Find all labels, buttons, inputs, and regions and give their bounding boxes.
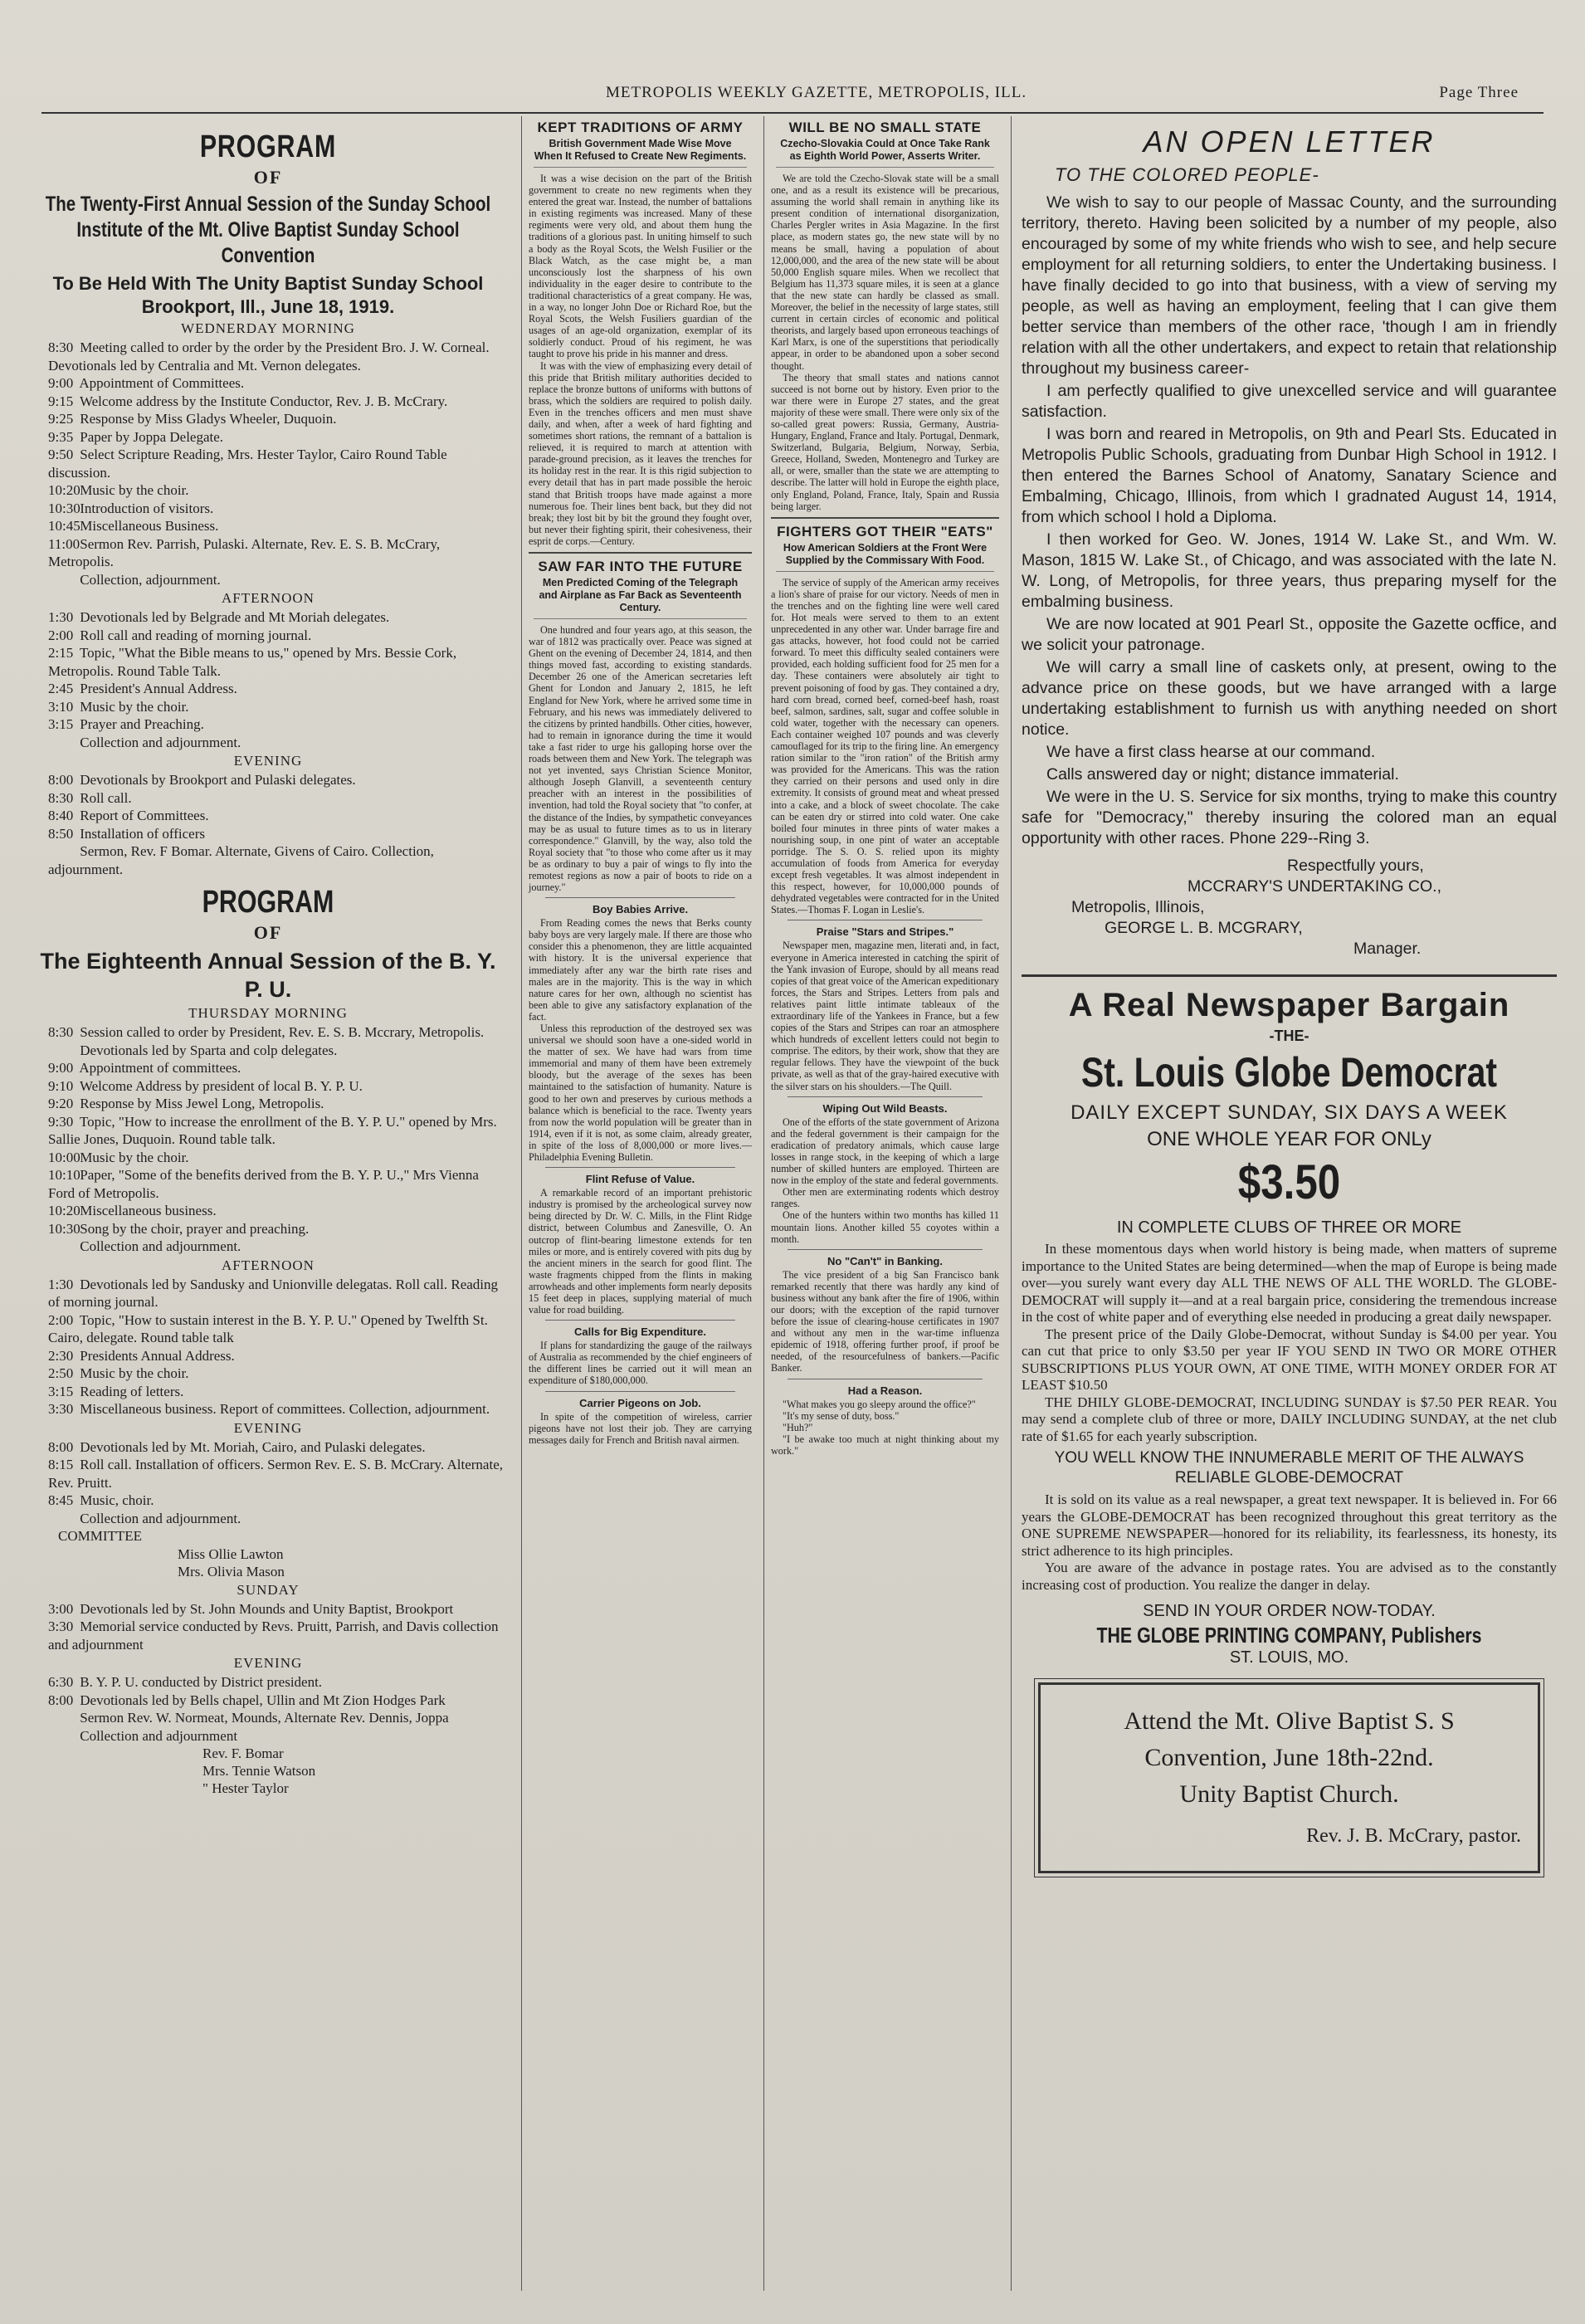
program-item-text: Select Scripture Reading, Mrs. Hester Taylor, Cairo Round Table discussion. — [48, 447, 447, 481]
program-item — [28, 1149, 508, 1167]
program-item-text: President's Annual Address. — [80, 681, 237, 696]
program2-subtitle: The Eighteenth Annual Session of the B. Y. P. U. — [40, 949, 496, 1002]
program-item-text: Sermon Rev. W. Normeat, Mounds, Alternate Rev. Dennis, Joppa — [80, 1710, 449, 1726]
program-item-text: Devotionals led by Mt. Moriah, Cairo, and Pulaski delegates. — [80, 1438, 426, 1455]
program-item-time: 1:30 — [48, 1276, 74, 1292]
program-item-text: Response by Miss Gladys Wheeler, Duquoin. — [80, 411, 337, 427]
article-state-headline: WILL BE NO SMALL STATE — [788, 120, 982, 135]
news-column-3 — [763, 116, 1006, 2291]
program-item-text: Session called to order by President, Rev. E. S. B. Mccrary, Metropolis. — [80, 1024, 485, 1040]
bargain-body — [1022, 1241, 1557, 1445]
program-item — [28, 644, 508, 680]
program-item-text: Music by the choir. — [80, 698, 189, 715]
program-item — [28, 1347, 508, 1365]
program-item-text: Collection and adjournment. — [80, 734, 241, 750]
program-item — [28, 481, 508, 500]
bargain-price: $3.50 — [1237, 1155, 1341, 1209]
program-item — [28, 1456, 508, 1492]
program-item-time: 8:15 — [48, 1457, 74, 1472]
article-paragraph: The present price of the Daily Globe-Democrat, without Sunday is $4.00 per year. You can cut that price to only $3.50 per year IF YOU SEND IN TWO OR MORE OTHER SUBSCRIPTIONS PLUS YOUR OWN, AT ONE TIME, WITH MONEY ORDER FOR AT LEAST $10.50 — [1022, 1326, 1557, 1393]
program2-sunday-heading: SUNDAY — [237, 1581, 300, 1598]
program-item-time: 3:30 — [48, 1618, 74, 1634]
program-item-time: 2:30 — [48, 1347, 74, 1364]
article-beasts-headline: Wiping Out Wild Beasts. — [822, 1101, 948, 1115]
program-item-time: 8:00 — [48, 772, 74, 788]
program-item-time: 3:15 — [48, 716, 74, 732]
bargain-merit: YOU WELL KNOW THE INNUMERABLE MERIT OF THE ALWAYS RELIABLE GLOBE-DEMOCRAT — [1054, 1449, 1524, 1487]
article-future-deck: Men Predicted Coming of the Telegraph and Airplane as Far Back as Seventeenth Century. — [534, 577, 747, 619]
program-item-text: Topic, "How to increase the enrollment of the B. Y. P. U." opened by Mrs. Sallie Jones, Duquoin. Round table talk. — [48, 1113, 497, 1147]
article-pigeons-body — [529, 1411, 752, 1446]
article-banking-body — [771, 1269, 999, 1374]
program1-subtitle: The Twenty-First Annual Session of the Sunday School Institute of the Mt. Olive Baptist Sunday School Convention — [45, 193, 491, 267]
program-item — [28, 410, 508, 428]
article-paragraph: We are now located at 901 Pearl St., opposite the Gazette ocffice, and we solicit your patronage. — [1022, 615, 1557, 654]
bargain-headline: A Real Newspaper Bargain — [1068, 987, 1510, 1023]
short-rule — [788, 1096, 983, 1097]
program2-evening2-heading: EVENING — [233, 1655, 303, 1671]
article-paragraph: We are told the Czecho-Slovak state will be a small one, and as a result its existence will be precarious, assuming the world shall remain in anything like its present condition of international disorganization, Charles Pergler writes in Asia Magazine. In the first place, as modern states go, the new state will by no means be small, having a population of about 12,000,000, and the area of the new state will be about 50,000 English square miles. When we recollect that Belgium has 11,373 square miles, it is seen at a glance that the new state can hardly be classed as small. Moreover, the belief in the necessity of large states, still current in certain circles of economic and political theorists, and largely based upon erroneous teachings of Karl Marx, is one of the superstitions that periodically appear, in order to be abandoned upon a sober second thought. — [771, 173, 999, 372]
program-item — [28, 1600, 508, 1618]
short-rule — [545, 1391, 735, 1392]
program-item-time: 8:00 — [48, 1692, 74, 1708]
masthead-title: METROPOLIS WEEKLY GAZETTE, METROPOLIS, ILL. — [606, 84, 1027, 101]
convention-notice-box — [1038, 1682, 1540, 1873]
program1-morning-list — [28, 339, 508, 588]
program-item-text: Welcome Address by president of local B. Y. P. U. — [79, 1077, 363, 1094]
program-item-text: Miscellaneous business. Report of committees. Collection, adjournment. — [80, 1401, 490, 1417]
article-paragraph: "What makes you go sleepy around the office?" — [783, 1398, 976, 1410]
program1-title: PROGRAM — [199, 129, 337, 164]
program-item — [28, 446, 508, 481]
program-item — [28, 1095, 508, 1113]
program-item-text: Devotionals by Brookport and Pulaski delegates. — [80, 772, 356, 788]
program-item — [28, 535, 508, 571]
signer-1: Rev. F. Bomar — [202, 1745, 284, 1761]
program-item-text: B. Y. P. U. conducted by District president. — [80, 1674, 323, 1690]
program-item — [28, 734, 508, 752]
program-item-text: Reading of letters. — [80, 1383, 184, 1399]
program-item — [28, 517, 508, 535]
program-item-time: 6:30 — [48, 1674, 74, 1690]
article-eats-deck: How American Soldiers at the Front Were Supplied by the Commissary With Food. — [776, 542, 994, 572]
program1-evening-list — [28, 771, 508, 878]
globe-democrat-ad — [1022, 974, 1557, 1667]
program2-afternoon-heading: AFTERNOON — [222, 1257, 315, 1273]
article-paragraph: We wish to say to our people of Massac County, and the surrounding territory, thereto. Having been solicited by a number of my people, also encouraged by some of my white friends who wish to see, and help secure employment for all returning soldiers, to enter the Undertaking business. I have finally decided to go into that business, with a view of serving my people, as well as having an employment, feeling that I can give them better service than members of the other race, 'though I am in friendly relation with all the other undertakers, and expect to retain that relationship throughout my business career- — [1022, 193, 1557, 378]
article-paragraph: I then worked for Geo. W. Jones, 1914 W. Lake St., and Wm. W. Mason, 1815 W. Lake St., of Chicago, and was associated with the late N. W. Long, of Metropolis, for three years, thus preparing myself for the embalming business. — [1022, 530, 1557, 611]
article-paragraph: The vice president of a big San Francisco bank remarked recently that there was hardly any kind of business without any bank after the fire of 1906, within our doors; with the exception of the rapid turnover before the issue of clearing-house certificates in 1907 and without any men in the war-time influenza epidemic of 1918, offering further proof, if proof be needed, of the resourcefulness of bankers.—Pacific Banker. — [771, 1268, 999, 1374]
article-paragraph: Unless this reproduction of the destroyed sex was universal we should soon have a one-sided world in the matter of sex. We have had wars from time immemorial and many of them have been extremely bloody, but the average of the sexes has been maintained to the satisfaction of humanity. Nature is good to her own and preserves by curious methods a balance which is beneficial to the race. Twenty years from now the world population will be greater than in 1914, even if it is not, as some claim, already greater, in spite of the loss of 8,000,000 or more lives.—Philadelphia Evening Bulletin. — [529, 1023, 752, 1164]
program-item-time: 9:35 — [48, 428, 74, 445]
article-stripes-body — [771, 940, 999, 1091]
program1-of: OF — [253, 167, 283, 188]
advertisement-column — [1011, 116, 1567, 2291]
article-paragraph: One of the efforts of the state government of Arizona and the federal government is their campaign for the eradication of predatory animals, which cause large losses in range stock, in the keeping of which a large number of skilled hunters are employed. Thirteen are now in the employ of the state and federal governments. — [771, 1116, 999, 1187]
program-item-time: 1:30 — [48, 609, 74, 625]
program2-sunday-list — [28, 1600, 508, 1654]
program-item-text: Song by the choir, prayer and preaching. — [80, 1220, 310, 1237]
program-item-time: 9:25 — [48, 411, 74, 427]
article-paragraph: I am perfectly qualified to give unexcelled service and will guarantee satisfaction. — [1022, 382, 1557, 421]
article-paragraph: Newspaper men, magazine men, literati and, in fact, everyone in America interested in catching the spirit of the Yank invasion of Europe, should by all means read copies of that great voice of the American expeditionary forces, the Stars and Stripes. Letters from pals and relatives paint little intimate tableaux of the extraordinary life of the Yankees in France, but a few copies of the Stars and Stripes can roar an atmosphere which hundreds of excellent letters could not begin to comprise. The editors, by their work, show that they are regular fellows. They have the viewpoint of the buck private, as well as that of the gray-haired executive with the silver stars on his shoulders.—The Quill. — [771, 940, 999, 1092]
program-item-text: Introduction of visitors. — [80, 500, 214, 516]
program1-held: To Be Held With The Unity Baptist Sunday School Brookport, Ill., June 18, 1919. — [52, 273, 484, 317]
program-item-text: Devotionals led by Belgrade and Mt Moriah delegates. — [80, 609, 390, 625]
article-stripes-headline: Praise "Stars and Stripes." — [816, 925, 954, 939]
program-item-time: 8:30 — [48, 789, 74, 806]
program-item-time: 2:00 — [48, 1311, 74, 1328]
open-letter-salutation: TO THE COLORED PEOPLE- — [1055, 164, 1319, 185]
program-item-time: 8:00 — [48, 1438, 74, 1455]
program2-morning-heading: THURSDAY MORNING — [188, 1005, 348, 1021]
letter-sign-2: MCCRARY'S UNDERTAKING CO., — [1188, 877, 1442, 896]
program-item — [28, 1311, 508, 1347]
program2-afternoon-list — [28, 1276, 508, 1418]
article-flint-body — [529, 1187, 752, 1316]
committee-heading: COMMITTEE — [58, 1528, 143, 1544]
program-item-text: Music by the choir. — [80, 1365, 189, 1381]
program-item — [28, 1383, 508, 1401]
program-item — [28, 1023, 508, 1042]
program-item — [28, 393, 508, 411]
program-item-time: 10:45 — [48, 518, 80, 534]
program-item — [28, 1618, 508, 1653]
article-banking-headline: No "Can't" in Banking. — [827, 1254, 943, 1267]
program-item-time: 9:30 — [48, 1113, 74, 1130]
bargain-year: ONE WHOLE YEAR FOR ONLy — [1147, 1128, 1431, 1150]
letter-sign-5: Manager. — [1353, 940, 1422, 958]
program-item-time: 10:30 — [48, 1220, 80, 1237]
short-rule — [545, 897, 735, 898]
article-reason-body — [771, 1399, 999, 1457]
program-item-text: Roll call. — [80, 789, 132, 806]
masthead — [41, 79, 1544, 114]
program2-evening-list — [28, 1438, 508, 1528]
program-item — [28, 1510, 508, 1528]
program-item — [28, 1727, 508, 1745]
article-pigeons-headline: Carrier Pigeons on Job. — [579, 1396, 701, 1409]
program-item-time: 9:15 — [48, 393, 74, 409]
article-paragraph: "Huh?" — [783, 1421, 813, 1433]
program-item — [28, 1077, 508, 1096]
program-item — [28, 680, 508, 698]
article-future-headline: SAW FAR INTO THE FUTURE — [538, 559, 743, 574]
program-item-time: 2:50 — [48, 1365, 74, 1381]
program-item — [28, 374, 508, 393]
bargain-clubs: IN COMPLETE CLUBS OF THREE OR MORE — [1116, 1218, 1462, 1237]
program-item-time: 8:30 — [48, 1024, 74, 1040]
open-letter-title: AN OPEN LETTER — [1143, 124, 1436, 159]
program-item — [28, 339, 508, 374]
bargain-publisher: THE GLOBE PRINTING COMPANY, Publishers — [1096, 1623, 1482, 1648]
article-paragraph: A remarkable record of an important prehistoric industry is promised by the archeological survey now being directed by Dr. W. C. Mills, in the Flint Ridge district, between Columbus and Zanesville, O. An outcrop of flint-bearing limestone extends for ten miles or more, and is entirely covered with pits dug by the ancient miners in the search for good flint. The waste fragments chipped from the flints in making arrowheads and other implements form nearly deposits 15 feet deep in places, supplying material of much value for road building. — [529, 1187, 752, 1316]
program-item-text: Paper, "Some of the benefits derived from the B. Y. P. U.," Mrs Vienna Ford of Metropolis. — [48, 1167, 479, 1201]
news-column-2 — [521, 116, 758, 2291]
program-item-text: Topic, "How to sustain interest in the B. Y. P. U." Opened by Twelfth St. Cairo, delegate. Round table talk — [48, 1311, 488, 1345]
program-item-time: 9:50 — [48, 447, 74, 462]
article-army-deck: British Government Made Wise Move When It Refused to Create New Regiments. — [534, 138, 747, 168]
notice-line-2: Convention, June 18th-22nd. — [1144, 1744, 1434, 1771]
bargain-body-2 — [1022, 1492, 1557, 1594]
program-item — [28, 1365, 508, 1383]
program-item — [28, 428, 508, 447]
article-paragraph: Other men are exterminating rodents which destroy ranges. — [771, 1186, 999, 1210]
program-item — [28, 1400, 508, 1418]
program-item — [28, 500, 508, 518]
column-rule — [771, 517, 999, 519]
article-paragraph: It was with the view of emphasizing every detail of this pride that British military authorities decided to replace the bronze buttons of uniforms with buttons of brass, which the soldiers are required to polish daily. Even in the trenches officers and men must shave daily, and when, after a week of hard fighting and sometimes short rations, the remnant of a battalion is relieved, it is required to march at attention with parade-ground precision, as it leaves the trenches for its holiday rest in the rear. It is this rigid subjection to every detail that has in part made possible the heroic stand that British troops have made against a more numerous foe. Their lines bent back, but they did not break; they lost bit by bit the ground they fought over, but never their fighting spirit, their cohesiveness, their esprit de corps.—Century. — [529, 359, 752, 547]
letter-sign-4: GEORGE L. B. MCGRARY, — [1105, 919, 1303, 937]
notice-pastor: Rev. J. B. McCrary, pastor. — [1306, 1825, 1521, 1847]
program-item-time: 2:15 — [48, 645, 74, 661]
article-paragraph: We will carry a small line of caskets only, at present, owing to the advance price on these goods, but we have arranged with a large undertaking establishment to furnish us with anything needed on short notice. — [1022, 658, 1557, 739]
article-paragraph: "It's my sense of duty, boss." — [783, 1409, 900, 1422]
program-item-time: 10:20 — [48, 482, 80, 498]
program-item — [28, 1042, 508, 1060]
program-item-text: Collection, adjournment. — [80, 571, 221, 588]
article-paragraph: One of the hunters within two months has killed 11 mountain lions. Another killed 55 coyotes within a month. — [771, 1209, 999, 1245]
program-item — [28, 842, 508, 878]
program-item-text: Meeting called to order by the order by the President Bro. J. W. Corneal. Devotionals led by Centralia and Mt. Vernon delegates. — [48, 339, 490, 374]
program1-afternoon-heading: AFTERNOON — [222, 590, 315, 606]
program1-afternoon-list — [28, 608, 508, 751]
program-item — [28, 771, 508, 789]
notice-line-1: Attend the Mt. Olive Baptist S. S — [1124, 1707, 1455, 1735]
program-item-text: Collection and adjournment. — [80, 1238, 241, 1254]
program2-morning-list — [28, 1023, 508, 1256]
program-item — [28, 1113, 508, 1149]
program-item — [28, 698, 508, 716]
bargain-send: SEND IN YOUR ORDER NOW-TODAY. — [1143, 1602, 1436, 1620]
article-paragraph: You are aware of the advance in postage rates. You are advised as to the constantly increasing cost of production. You realize the danger in delay. — [1022, 1560, 1557, 1593]
program-item — [28, 807, 508, 825]
program-item-text: Sermon Rev. Parrish, Pulaski. Alternate, Rev. E. S. B. McCrary, Metropolis. — [48, 535, 441, 569]
program-item-text: Welcome address by the Institute Conductor, Rev. J. B. McCrary. — [79, 393, 448, 409]
article-paragraph: In spite of the competition of wireless, carrier pigeons have not lost their job. They are carrying messages daily for French and British naval airmen. — [529, 1410, 752, 1446]
program-item-time: 9:00 — [48, 375, 74, 391]
article-paragraph: I was born and reared in Metropolis, on 9th and Pearl Sts. Educated in Metropolis Public Schools, graduating from Dunbar High School in 1912. I then entered the Barnes School of Anatomy, Sanatary Science and Embalming, Chicago, Illinois, from which I gradnated August 14, 1914, from which school I hold a Diploma. — [1022, 425, 1557, 526]
program-item-text: Devotionals led by Sparta and colp delegates. — [80, 1042, 338, 1058]
bargain-the: -THE- — [1269, 1028, 1309, 1044]
program-item-text: Devotionals led by Sandusky and Unionville delegatas. Roll call. Reading of morning journal. — [48, 1276, 499, 1310]
article-state-deck: Czecho-Slovakia Could at Once Take Rank as Eighth World Power, Asserts Writer. — [776, 138, 994, 168]
program-item — [28, 1238, 508, 1256]
program-item — [28, 1692, 508, 1710]
article-future-body — [529, 624, 752, 893]
short-rule — [545, 1320, 735, 1321]
article-expenditure-body — [529, 1340, 752, 1386]
program-item-text: Miscellaneous business. — [80, 1203, 217, 1218]
program-item-time: 11:00 — [48, 535, 80, 552]
program-item-text: Music by the choir. — [80, 1149, 189, 1165]
program-item-text: Installation of officers — [80, 825, 206, 842]
article-paragraph: THE DHILY GLOBE-DEMOCRAT, INCLUDING SUNDAY is $7.50 PER REAR. You may send a complete club of three or more, DAILY INCLUDING SUNDAY, at the net club rate of $1.65 for each yearly subscription. — [1022, 1394, 1557, 1444]
letter-sign-3: Metropolis, Illinois, — [1071, 898, 1205, 916]
program-item — [28, 608, 508, 627]
program-item-time: 3:30 — [48, 1401, 74, 1417]
program-item-text: Appointment of committees. — [79, 1060, 241, 1076]
committee-member-1: Miss Ollie Lawton — [178, 1545, 284, 1562]
program2-of: OF — [253, 922, 283, 943]
article-paragraph: The service of supply of the American army receives a lion's share of praise for our victory. Needs of men in the trenches and on the fighting line were well cared for. Hot meals were served to them to an extent unprecedented in any other war. Under barrage fire and gas attacks, however, hot food could not be carried forward. To meet this difficulty sealed containers were provided, each holding sufficient food for 25 men for a day. These containers were absolutely air tight to prevent poisoning of food by gas. They contained a dry, hard corn bread, corned beef, corned-beef hash, roast beef, salmon, sardines, salt, sugar and coffee soluble in cold water, together with the necessary can openers. Each container weighed 107 pounds and was cleverly camouflaged for its trip to the firing line. An emergency ration similar to the "iron ration" of the British army was provided for the Americans. This was the ration they carried on their persons and used only in dire extremity. It consists of ground meat and wheat pressed into a cake, and a block of sweet chocolate. The cake can be eaten dry or stirred into cold water. One cake boiled four minutes in three pints of water makes a nourishing soup, in one pint of water an acceptable porridge. The S. O. S. relied upon its mighty accumulation of foods from America for everyday except fresh vegetables. It was almost independent in this respect, however, for 10,000,000 pounds of dehydrated vegetables were contracted for in the United States.—Thomas F. Logan in Leslie's. — [771, 576, 999, 916]
bargain-paper-name: St. Louis Globe Democrat — [1080, 1049, 1498, 1096]
program-item-time: 3:00 — [48, 1600, 74, 1617]
committee-member-2: Mrs. Olivia Mason — [178, 1563, 285, 1579]
article-paragraph: One hundred and four years ago, at this season, the war of 1812 was practically over. Peace was signed at Ghent on the evening of December 24, 1814, and then things moved fast, according to existing standards. December 26 one of the American secretaries left Ghent for London and January 2, 1815, he left England for New York, where he arrived some time in February, and his news was immediately delivered to the citizens by printed handbills. Other cities, however, had to remain in ignorance during the time it would take a fast rider to urge his galloping horse over the roads between them and New York. The telegraph was not yet invented, says Christian Science Monitor, although Joseph Glanvill, a seventeenth century preacher with an interest in the possibilities of invention, had told the Royal society that "to confer, at the distance of the Indies, by sympathetic conveyances may be as usual to future times as to us in literary correspondence." Glanvill, by the way, also told the Royal society that "to those who come after us it may be as ordinary to buy a pair of wings to fly into the remotest regions as now a pair of boots to ride on a journey." — [529, 624, 752, 894]
program-item-text: Topic, "What the Bible means to us," opened by Mrs. Bessie Cork, Metropolis. Round Table Talk. — [48, 645, 457, 679]
letter-sign-1: Respectfully yours, — [1287, 857, 1424, 875]
program-item — [28, 1673, 508, 1692]
program-item-text: Collection and adjournment — [80, 1727, 238, 1744]
program-item-text: Collection and adjournment. — [80, 1510, 241, 1526]
notice-line-3: Unity Baptist Church. — [1179, 1780, 1399, 1808]
article-flint-headline: Flint Refuse of Value. — [585, 1173, 695, 1186]
program-item-text: Presidents Annual Address. — [80, 1347, 235, 1364]
program-item-time: 10:20 — [48, 1203, 80, 1218]
program-item — [28, 825, 508, 843]
program-item — [28, 1492, 508, 1510]
open-letter-body — [1022, 193, 1557, 849]
article-reason-headline: Had a Reason. — [847, 1384, 923, 1397]
article-paragraph: We were in the U. S. Service for six months, trying to make this country safe for "Democracy," thereby insuring the colored man an equal opportunity with other races. Phone 229--Ring 3. — [1022, 788, 1557, 847]
program-item-text: Miscellaneous Business. — [80, 518, 219, 534]
program-item — [28, 1220, 508, 1238]
article-army-body — [529, 173, 752, 547]
article-paragraph: It is sold on its value as a real newspaper, a great text newspaper. It is believed in. For 66 years the GLOBE-DEMOCRAT has been recognized throughout this great territory as the ONE SUPREME NEWSPAPER—honored for its reliability, its fearlessness, its honesty, its strict adherence to its high principles. — [1022, 1492, 1557, 1559]
program-item-time: 8:40 — [48, 808, 74, 823]
article-state-body — [771, 173, 999, 512]
program-item-time: 2:45 — [48, 681, 74, 696]
short-rule — [545, 1167, 735, 1168]
column-rule — [529, 552, 752, 554]
program-item-time: 10:30 — [48, 500, 80, 516]
program-item-text: Memorial service conducted by Revs. Pruitt, Parrish, and Davis collection and adjournment — [48, 1618, 499, 1653]
short-rule — [788, 1249, 983, 1250]
program-item-text: Devotionals led by St. John Mounds and Unity Baptist, Brookport — [80, 1600, 454, 1617]
program-item-time: 8:45 — [48, 1492, 74, 1508]
program-item — [28, 1059, 508, 1077]
program2-title: PROGRAM — [202, 885, 334, 920]
program2-evening-heading: EVENING — [233, 1419, 303, 1436]
program2-evening2-list — [28, 1673, 508, 1745]
program-item-text: Paper by Joppa Delegate. — [80, 428, 224, 445]
article-paragraph: Calls answered day or night; distance immaterial. — [1046, 765, 1399, 784]
program-item — [28, 627, 508, 645]
program-item — [28, 715, 508, 734]
article-paragraph: If plans for standardizing the gauge of the railways of Australia as recommended by the chief engineers of the different lines be carried out it will mean an expenditure of $180,000,000. — [529, 1340, 752, 1387]
article-eats-headline: FIGHTERS GOT THEIR "EATS" — [777, 523, 993, 540]
program-item-time: 9:00 — [48, 1060, 74, 1076]
article-paragraph: "I be awake too much at night thinking about my work." — [771, 1433, 999, 1457]
program-item — [28, 1709, 508, 1727]
program-item-time: 2:00 — [48, 627, 74, 643]
article-army-headline: KEPT TRADITIONS OF ARMY — [537, 120, 744, 135]
page-number: Page Three — [1439, 84, 1519, 101]
article-paragraph: The theory that small states and nations cannot succeed is not borne out by history. Even prior to the war there were in Europe 27 states, and the great majority of these were small. There were only six of the so-called great powers: Russia, Germany, Austria-Hungary, England, France and Italy. Portugal, Denmark, Switzerland, Bulgaria, Belgium, Norway, Serbia, Greece, Holland, Sweden, Montenegro and Turkey are all, or were, smaller than the state we are attempting to describe. The latter will hold in Europe the eighth place, only England, Poland, France, Italy, Spain and Russia being larger. — [771, 371, 999, 512]
program-item-text: Report of Committees. — [80, 808, 209, 823]
program-item-text: Devotionals led by Bells chapel, Ullin and Mt Zion Hodges Park — [80, 1692, 446, 1708]
signer-2: Mrs. Tennie Watson — [202, 1763, 316, 1779]
article-beasts-body — [771, 1116, 999, 1245]
program-item — [28, 1202, 508, 1220]
program-item — [28, 1438, 508, 1457]
program-item-time: 9:20 — [48, 1096, 74, 1111]
program-item-time: 10:10 — [48, 1167, 80, 1183]
program-item — [28, 1166, 508, 1202]
article-babies-headline: Boy Babies Arrive. — [592, 903, 689, 916]
article-expenditure-headline: Calls for Big Expenditure. — [574, 1326, 706, 1339]
program-item — [28, 1276, 508, 1311]
article-paragraph: From Reading comes the news that Berks county baby boys are very largely male. If there are those who consider this a phenomenon, they are little acquainted with history. It is the universal experience that immediately after any war the birth rate rises and males are in the majority. This is the way in which nature cares for her own, although no scientist has been able to give any satisfactory explanation of the fact. — [529, 917, 752, 1023]
program1-evening-heading: EVENING — [233, 753, 303, 769]
program-item-time: 9:10 — [48, 1077, 74, 1094]
program-item — [28, 789, 508, 808]
article-paragraph: It was a wise decision on the part of the British government to create no new regiments when they entered the great war. Instead, the number of battalions in existing regiments was increased. Many of these regiments were very old, and about them hung the traditions of a glorious past. In uniting himself to such a body as the Royal Scots, the Welsh Fusilier or the Black Watch, as the case might be, a man unconsciously lost the sharpness of his own individuality in the eager desire to contribute to the traditional characteristics of a great company. He was, in a way, no longer John Doe or Richard Roe, but the Royal Scots, the Welsh Fusiliers guardian of the usages of an age-old organization, exemplar of its soldierly conduct. Proud of his regiment, he was taught to prove his pride in his manner and dress. — [529, 173, 752, 360]
signer-3: " Hester Taylor — [202, 1780, 289, 1796]
program1-morning-heading: WEDNERDAY MORNING — [181, 320, 355, 336]
program-item-time: 8:30 — [48, 339, 74, 355]
article-babies-body — [529, 917, 752, 1163]
bargain-daily: DAILY EXCEPT SUNDAY, SIX DAYS A WEEK — [1070, 1101, 1508, 1124]
program-item-text: Prayer and Preaching. — [80, 716, 204, 732]
article-paragraph: In these momentous days when world history is being made, when matters of supreme importance to the United States are being determined—when the map of Europe is being made over—you surely want every day ALL THE NEWS OF ALL THE WORLD. The GLOBE-DEMOCRAT will supply it—and at a real bargain price, considering the tremendous increase in the cost of white paper and of everything else needed in producing a great daily newspaper. — [1022, 1241, 1557, 1325]
program-item-text: Music by the choir. — [80, 482, 189, 498]
program-item-text: Roll call. Installation of officers. Sermon Rev. E. S. B. McCrary. Alternate, Rev. Pruitt. — [48, 1457, 503, 1491]
program-item-text: Appointment of Committees. — [79, 375, 245, 391]
article-paragraph: We have a first class hearse at our command. — [1046, 743, 1376, 761]
program-item-text: Response by Miss Jewel Long, Metropolis. — [80, 1096, 324, 1111]
article-eats-body — [771, 577, 999, 916]
program-item-text: Sermon, Rev. F Bomar. Alternate, Givens of Cairo. Collection, adjournment. — [48, 843, 434, 877]
program-item-text: Music, choir. — [80, 1492, 154, 1508]
program-item-text: Roll call and reading of morning journal. — [80, 627, 312, 643]
bargain-city: ST. LOUIS, MO. — [1229, 1648, 1349, 1667]
program-item-time: 8:50 — [48, 825, 74, 842]
program-item-time: 10:00 — [48, 1149, 80, 1165]
program-item-time: 3:15 — [48, 1383, 74, 1399]
program-item — [28, 571, 508, 589]
program-item-time: 3:10 — [48, 698, 74, 715]
program-column — [20, 116, 516, 2274]
